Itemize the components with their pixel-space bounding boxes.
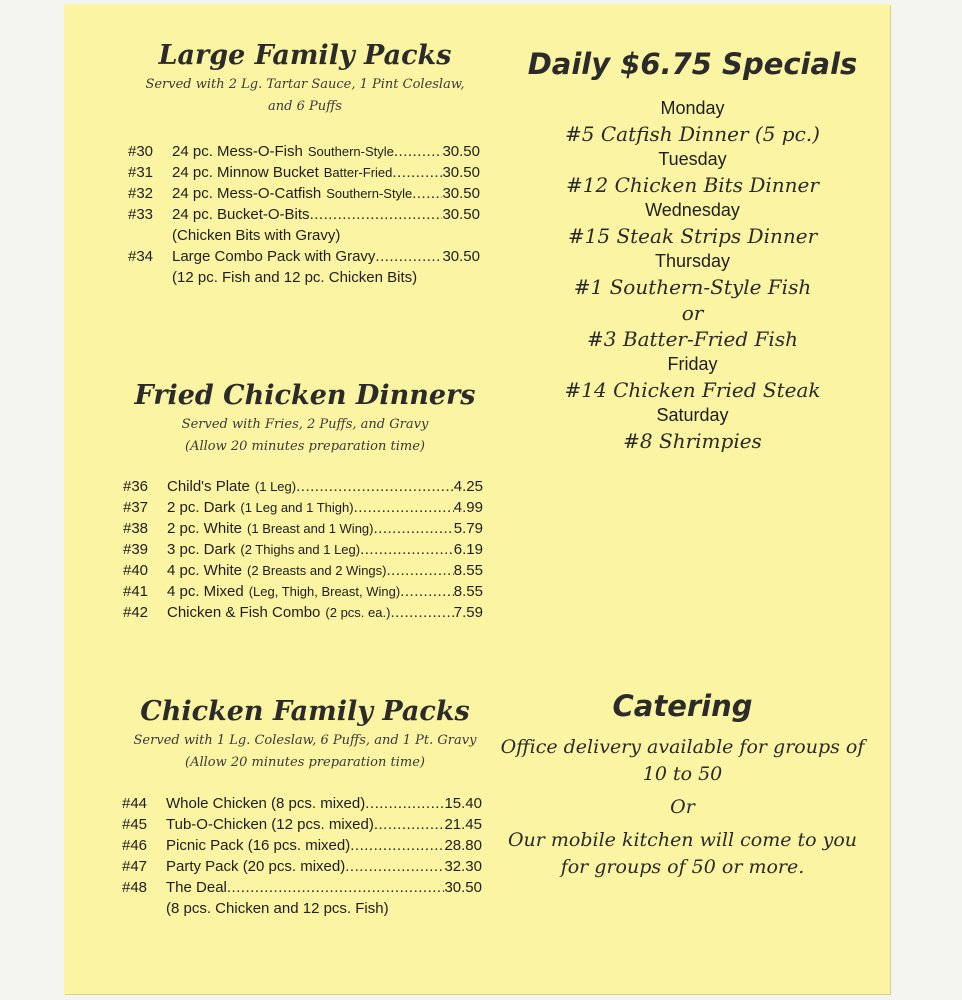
item-number: #40: [123, 562, 149, 579]
item-name: Child's Plate: [167, 478, 250, 495]
item-price: 7.59: [453, 604, 483, 621]
item-number: #46: [122, 837, 148, 854]
item-number: #38: [123, 520, 149, 537]
item-note: (12 pc. Fish and 12 pc. Chicken Bits): [172, 269, 418, 286]
item-name: Picnic Pack (16 pcs. mixed): [166, 837, 351, 854]
item-detail: Southern-Style: [307, 144, 394, 159]
fried-chicken-dinners-section: [125, 378, 485, 458]
item-line: [172, 141, 442, 162]
daily-specials-section: [505, 44, 880, 454]
large-family-packs-section: [130, 38, 480, 118]
chicken-family-packs-list: [122, 793, 482, 919]
item-number: #31: [128, 164, 154, 181]
catering-text: [495, 734, 870, 881]
special-item: #1 Southern-Style Fish: [573, 275, 812, 299]
leader-dots: [375, 246, 442, 267]
catering-line: Office delivery available for groups of: [500, 736, 865, 758]
menu-item-row: [123, 518, 483, 539]
item-price: 8.55: [453, 583, 483, 600]
catering-section: [495, 686, 870, 881]
item-line: [166, 856, 444, 877]
fried-chicken-dinners-list: [123, 476, 483, 623]
leader-dots: [390, 602, 453, 623]
item-number: #44: [122, 795, 148, 812]
menu-item-row: [128, 183, 480, 204]
item-price: 30.50: [442, 185, 480, 202]
item-number: #47: [122, 858, 148, 875]
leader-dots: [386, 560, 453, 581]
leader-dots: [350, 835, 444, 856]
item-number: #30: [128, 143, 154, 160]
special-item: #3 Batter-Fried Fish: [587, 327, 798, 351]
special-item: #12 Chicken Bits Dinner: [566, 173, 819, 197]
leader-dots: [394, 141, 443, 162]
leader-dots: [310, 204, 443, 225]
chicken-family-packs-section: [115, 694, 495, 774]
section-subtitle: Served with Fries, 2 Puffs, and Gravy: [181, 417, 429, 432]
item-name: 4 pc. White: [167, 562, 243, 579]
item-line: [172, 183, 442, 204]
menu-item-row: [122, 835, 482, 856]
item-price: 30.50: [442, 248, 480, 265]
item-name: 24 pc. Mess-O-Fish: [172, 143, 303, 160]
menu-item-row: [122, 793, 482, 814]
leader-dots: [392, 162, 442, 183]
special-day: Thursday: [654, 251, 731, 271]
item-name: 24 pc. Minnow Bucket: [172, 164, 319, 181]
catering-title: Catering: [612, 689, 753, 723]
menu-item-row: [123, 602, 483, 623]
catering-line: Our mobile kitchen will come to you: [507, 829, 858, 851]
item-line: [172, 246, 442, 267]
section-subtitle: (Allow 20 minutes preparation time): [185, 439, 425, 454]
specials-title: Daily $6.75 Specials: [527, 47, 858, 81]
menu-item-row: [123, 497, 483, 518]
item-line: [167, 602, 454, 623]
item-line: [167, 581, 454, 602]
section-subtitle: Served with 2 Lg. Tartar Sauce, 1 Pint Coleslaw,: [145, 77, 465, 92]
item-number: #32: [128, 185, 154, 202]
menu-item-row: [128, 246, 480, 267]
section-subtitle: (Allow 20 minutes preparation time): [185, 755, 425, 770]
item-name: Chicken & Fish Combo: [167, 604, 321, 621]
item-number: #41: [123, 583, 149, 600]
item-name: 2 pc. Dark: [167, 499, 236, 516]
item-detail: (2 Thighs and 1 Leg): [240, 542, 361, 557]
item-detail: (1 Leg): [254, 479, 297, 494]
leader-dots: [400, 581, 454, 602]
item-number: #36: [123, 478, 149, 495]
item-name: 24 pc. Mess-O-Catfish: [172, 185, 322, 202]
item-price: 32.30: [444, 858, 482, 875]
item-line: [166, 793, 444, 814]
item-line: [166, 877, 444, 898]
special-day: Saturday: [656, 405, 729, 425]
section-title: Chicken Family Packs: [140, 696, 470, 727]
item-number: #33: [128, 206, 154, 223]
item-price: 30.50: [442, 206, 480, 223]
item-detail: Southern-Style: [326, 186, 413, 201]
leader-dots: [354, 497, 454, 518]
special-item: or: [681, 301, 704, 325]
item-price: 28.80: [444, 837, 482, 854]
item-line: [166, 835, 444, 856]
item-price: 30.50: [442, 164, 480, 181]
item-price: 8.55: [453, 562, 483, 579]
item-detail: (2 Breasts and 2 Wings): [247, 563, 387, 578]
special-day: Wednesday: [645, 200, 740, 220]
item-detail: (1 Leg and 1 Thigh): [240, 500, 354, 515]
item-number: #39: [123, 541, 149, 558]
item-detail: Batter-Fried: [323, 165, 393, 180]
item-name: The Deal: [166, 879, 227, 896]
leader-dots: [373, 518, 453, 539]
menu-item-row: [122, 856, 482, 877]
item-line: [167, 497, 454, 518]
item-price: 15.40: [444, 795, 482, 812]
item-line: [172, 162, 442, 183]
menu-item-row: [128, 141, 480, 162]
item-name: 4 pc. Mixed: [167, 583, 244, 600]
item-name: Party Pack (20 pcs. mixed): [166, 858, 346, 875]
large-family-packs-list: [128, 141, 480, 288]
menu-item-row: [122, 814, 482, 835]
item-detail: (Leg, Thigh, Breast, Wing): [248, 584, 401, 599]
leader-dots: [296, 476, 454, 497]
leader-dots: [360, 539, 454, 560]
special-item: #8 Shrimpies: [623, 429, 762, 453]
menu-item-row: [123, 560, 483, 581]
item-number: #37: [123, 499, 149, 516]
item-line: [167, 476, 454, 497]
item-price: 30.50: [442, 143, 480, 160]
section-subtitle: and 6 Puffs: [268, 99, 342, 114]
special-item: #5 Catfish Dinner (5 pc.): [565, 122, 820, 146]
item-number: #48: [122, 879, 148, 896]
menu-item-row: [123, 581, 483, 602]
section-subtitle: Served with 1 Lg. Coleslaw, 6 Puffs, and 1 Pt. Gravy: [133, 733, 477, 748]
menu-item-row: [122, 877, 482, 898]
special-day: Monday: [660, 98, 725, 118]
item-price: 6.19: [453, 541, 483, 558]
item-name: 2 pc. White: [167, 520, 243, 537]
menu-item-row: [123, 539, 483, 560]
leader-dots: [374, 814, 445, 835]
item-price: 5.79: [453, 520, 483, 537]
item-line: [166, 814, 444, 835]
item-price: 21.45: [444, 816, 482, 833]
catering-line: 10 to 50: [642, 763, 723, 785]
menu-item-row: [123, 476, 483, 497]
special-item: #14 Chicken Fried Steak: [564, 378, 821, 402]
menu-item-row: [128, 204, 480, 225]
item-price: 4.99: [453, 499, 483, 516]
section-title: Large Family Packs: [158, 40, 452, 71]
leader-dots: [365, 793, 444, 814]
section-title: Fried Chicken Dinners: [134, 380, 476, 411]
item-name: Tub-O-Chicken (12 pcs. mixed): [166, 816, 374, 833]
item-price: 4.25: [453, 478, 483, 495]
specials-list: [505, 96, 880, 454]
item-name: Large Combo Pack with Gravy: [172, 248, 376, 265]
item-price: 30.50: [444, 879, 482, 896]
special-day: Tuesday: [658, 149, 727, 169]
item-line: [167, 560, 454, 581]
item-number: #34: [128, 248, 154, 265]
item-name: 24 pc. Bucket-O-Bits: [172, 206, 310, 223]
catering-line: for groups of 50 or more.: [560, 856, 805, 878]
item-detail: (1 Breast and 1 Wing): [247, 521, 374, 536]
special-day: Friday: [667, 354, 718, 374]
item-name: Whole Chicken (8 pcs. mixed): [166, 795, 366, 812]
leader-dots: [345, 856, 444, 877]
item-note: (Chicken Bits with Gravy): [172, 227, 341, 244]
item-line: [167, 518, 454, 539]
item-line: [172, 204, 442, 225]
item-number: #45: [122, 816, 148, 833]
item-note: (8 pcs. Chicken and 12 pcs. Fish): [166, 900, 389, 917]
item-name: 3 pc. Dark: [167, 541, 236, 558]
catering-line: Or: [670, 796, 695, 818]
special-item: #15 Steak Strips Dinner: [567, 224, 818, 248]
item-number: #42: [123, 604, 149, 621]
item-line: [167, 539, 454, 560]
item-detail: (2 pcs. ea.): [325, 605, 391, 620]
menu-item-row: [128, 162, 480, 183]
leader-dots: [412, 183, 442, 204]
leader-dots: [227, 877, 445, 898]
